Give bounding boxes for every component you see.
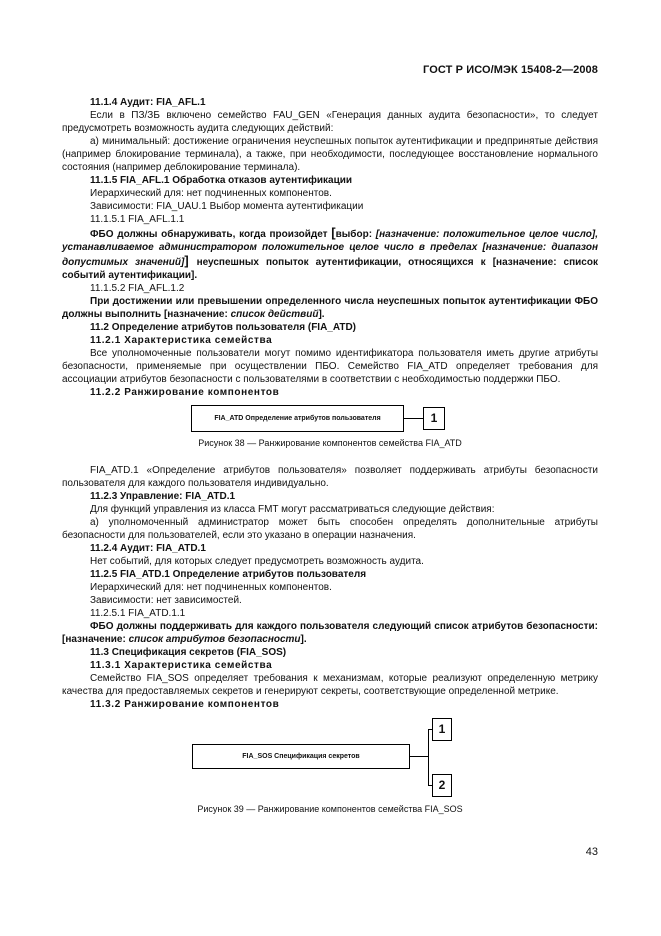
family-box-fia-atd: FIA_ATD Определение атрибутов пользователя — [191, 405, 404, 432]
figure-38-caption: Рисунок 38 — Ранжирование компонентов семейства FIA_ATD — [198, 438, 462, 448]
assignment-text: список атрибутов безопасности — [128, 634, 301, 645]
component-box-2: 2 — [432, 774, 452, 797]
section-heading-11-2-5: 11.2.5 FIA_ATD.1 Определение атрибутов пользователя — [90, 569, 367, 580]
bracket-open: [ — [331, 225, 336, 240]
document-body — [62, 96, 598, 816]
assignment-text: список действий — [230, 309, 319, 320]
paragraph: FIA_ATD.1 «Определение атрибутов пользователя» позволяет поддерживать атрибуты безопасности пользователя для каждого пользователя индивидуально. — [62, 465, 598, 489]
section-heading-11-3-2: 11.3.2 Ранжирование компонентов — [90, 699, 280, 710]
requirement-text: При достижении или превышении определенного числа неуспешных попыток аутентификации ФБО должны выполнить — [62, 296, 598, 320]
requirement-atd-1-1 — [62, 620, 598, 646]
element-id: 11.1.5.1 FIA_AFL.1.1 — [90, 214, 185, 225]
section-heading-11-2-3: 11.2.3 Управление: FIA_ATD.1 — [90, 491, 236, 502]
section-heading-11-2-4: 11.2.4 Аудит: FIA_ATD.1 — [90, 543, 206, 554]
requirement-afl-1-2 — [62, 295, 598, 321]
paragraph: а) минимальный: достижение ограничения неуспешных попыток аутентификации и предпринятые действия (например блокирование терминала), а также, при необходимости, последующее восстановление нормального состояния (например деблокирование терминала). — [62, 136, 598, 173]
requirement-text: ФБО должны поддерживать для каждого пользователя следующий список атрибутов безопасности: — [90, 621, 598, 632]
section-heading-11-2-2: 11.2.2 Ранжирование компонентов — [90, 387, 280, 398]
paragraph: Зависимости: FIA_UAU.1 Выбор момента аутентификации — [90, 201, 364, 212]
assignment-text: [назначение: положительное целое число], устанавливаемое администратором положительное целое число в пределах [назначение: диапазон допустимых значений] — [62, 229, 598, 268]
assignment-close: ]. — [318, 309, 325, 320]
figure-39-caption: Рисунок 39 — Ранжирование компонентов семейства FIA_SOS — [197, 804, 463, 814]
component-box-1: 1 — [432, 718, 452, 741]
requirement-text: выбор: — [335, 229, 376, 240]
assignment-close: ]. — [300, 634, 307, 645]
paragraph: Иерархический для: нет подчиненных компонентов. — [90, 582, 332, 593]
requirement-afl-1-1 — [62, 226, 598, 282]
bracket-close: ] — [184, 253, 197, 268]
element-id: 11.2.5.1 FIA_ATD.1.1 — [90, 608, 186, 619]
element-id: 11.1.5.2 FIA_AFL.1.2 — [90, 283, 185, 294]
requirement-text: ФБО должны обнаруживать, когда произойдет — [90, 229, 332, 240]
paragraph: Для функций управления из класса FMT могут рассматриваться следующие действия: — [90, 504, 495, 515]
section-heading-11-2: 11.2 Определение атрибутов пользователя (FIA_ATD) — [90, 322, 357, 333]
section-heading-11-1-4: 11.1.4 Аудит: FIA_AFL.1 — [90, 97, 206, 108]
section-heading-11-3: 11.3 Спецификация секретов (FIA_SOS) — [90, 647, 287, 658]
paragraph: Нет событий, для которых следует предусмотреть возможность аудита. — [90, 556, 424, 567]
component-box-1: 1 — [423, 407, 445, 430]
requirement-text: [назначение: список событий аутентификации]. — [62, 257, 598, 281]
paragraph: а) уполномоченный администратор может быть способен определять дополнительные атрибуты безопасности для пользователей, если это указано в операции назначения. — [62, 517, 598, 541]
section-heading-11-2-1: 11.2.1 Характеристика семейства — [90, 335, 273, 346]
paragraph: Зависимости: нет зависимостей. — [90, 595, 242, 606]
assignment-label: [назначение: — [62, 634, 129, 645]
requirement-text: неуспешных попыток аутентификации, относящихся к — [196, 257, 493, 268]
connector-line — [404, 418, 423, 419]
paragraph: Все уполномоченные пользователи могут помимо идентификатора пользователя иметь другие атрибуты безопасности, применяемые при осуществлении ПБО. Семейство FIA_ATD определяет требования для ассоциации атрибутов безопасности с пользователями в соответствии с необходимостью поддержки ПБО. — [62, 348, 598, 385]
family-box-fia-sos: FIA_SOS Спецификация секретов — [192, 744, 410, 769]
figure-38-diagram — [62, 403, 598, 434]
paragraph: Семейство FIA_SOS определяет требования к механизмам, которые реализуют определенную метрику качества для предоставляемых секретов и генерируют секреты, соответствующие определенной метрике. — [62, 673, 598, 697]
connector-line — [410, 756, 428, 757]
paragraph: Если в ПЗ/ЗБ включено семейство FAU_GEN «Генерация данных аудита безопасности», то следует предусмотреть возможность аудита следующих действий: — [62, 110, 598, 134]
connector-line — [428, 729, 429, 785]
assignment-label: [назначение: — [163, 309, 231, 320]
paragraph: Иерархический для: нет подчиненных компонентов. — [90, 188, 332, 199]
document-header: ГОСТ Р ИСО/МЭК 15408-2—2008 — [423, 64, 598, 76]
figure-39-diagram — [62, 717, 598, 799]
section-heading-11-1-5: 11.1.5 FIA_AFL.1 Обработка отказов аутентификации — [90, 175, 353, 186]
section-heading-11-3-1: 11.3.1 Характеристика семейства — [90, 660, 273, 671]
page-number: 43 — [585, 846, 598, 858]
